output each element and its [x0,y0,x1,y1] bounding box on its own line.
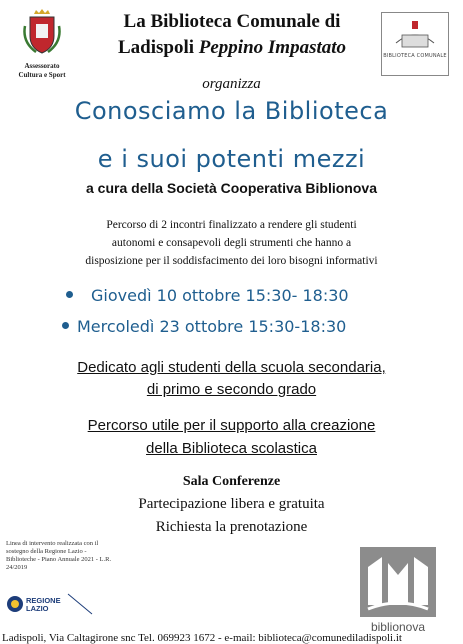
headline-line2: e i suoi potenti mezzi [97,145,366,173]
intro-line: Percorso di 2 incontri finalizzato a rendere gli studenti [106,219,357,231]
date-item [62,317,346,336]
intro-line: disposizione per il soddisfacimento dei loro bisogni informativi [85,255,378,267]
date-text: Giovedì 10 ottobre 15:30- 18:30 [91,286,349,305]
richiesta-text: Richiesta la prenotazione [155,519,308,535]
title-prefix: Ladispoli [117,37,199,58]
bullet-icon [62,322,69,329]
regione-line2: LAZIO [26,604,49,613]
sala-label: Sala Conferenze [182,474,281,489]
funding-note: Linea di intervento realizzata con il sostegno della Regione Lazio - Biblioteche - Piano Annuale 2021 - L.R. 24/2019 [6,540,112,571]
date-item [66,286,349,305]
library-logo-text: BIBLIOTECA COMUNALE [383,53,447,59]
bullet-icon [66,291,73,298]
footer-contact: Ladispoli, Via Caltagirone snc Tel. 069923 1672 - e-mail: biblioteca@comunediladispoli.it [2,632,402,644]
percorso-line: Percorso utile per il supporto alla creazione [87,417,376,434]
organizza-text: organizza [202,76,261,92]
percorso-line: della Biblioteca scolastica [146,440,317,457]
page-title-line1: La Biblioteca Comunale di [123,11,341,32]
page-title-line2 [92,36,372,60]
regione-lazio-logo [6,590,96,618]
a-cura-text: a cura della Società Cooperativa Biblionova [86,180,377,196]
regione-line1: REGIONE [26,596,61,605]
partecipazione-text: Partecipazione libera e gratuita [138,496,325,512]
regione-text [26,597,61,613]
library-logo [381,12,449,76]
assessorato-line2: Cultura e Sport [18,71,66,79]
city-crest-icon [22,8,62,56]
biblionova-label: biblionova [370,620,426,634]
headline-line1: Conosciamo la Biblioteca [74,97,389,125]
title-italic-name: Peppino Impastato [198,37,347,58]
dedicato-line: di primo e secondo grado [146,381,317,398]
intro-line: autonomi e consapevoli degli strumenti che hanno a [111,237,352,249]
assessorato-line1: Assessorato [24,62,60,70]
dedicato-line: Dedicato agli studenti della scuola secondaria, [77,359,386,376]
library-logo-icon [382,13,448,75]
date-text: Mercoledì 23 ottobre 15:30-18:30 [77,317,347,336]
biblionova-logo-icon [358,545,438,619]
